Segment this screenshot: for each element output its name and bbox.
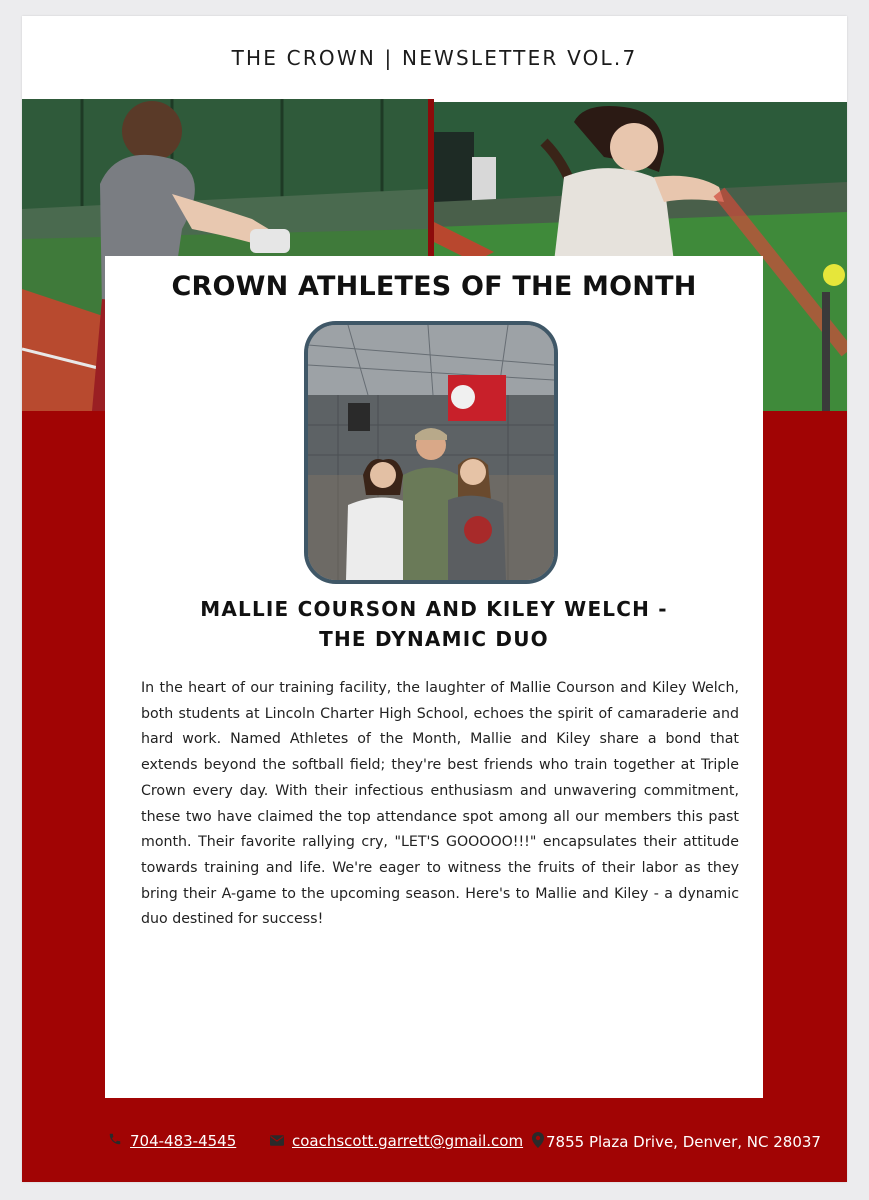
contact-footer: [22, 1124, 847, 1158]
athletes-card: [105, 256, 763, 1098]
newsletter-page: [22, 16, 847, 1182]
article-body: In the heart of our training facility, the laughter of Mallie Courson and Kiley Welch, both students at Lincoln Charter High School, echoes the spirit of camaraderie and hard work. Named Athletes of the Month, Mallie and Kiley share a bond that extends beyond the softball field; they're best friends who train together at Triple Crown every day. With their infectious enthusiasm and unwavering commitment, these two have claimed the top attendance spot among all our members this past month. Their favorite rallying cry, "LET'S GOOOOO!!!" encapsulates their attitude towards training and life. We're eager to witness the fruits of their labor as they bring their A-game to the upcoming season. Here's to Mallie and Kiley - a dynamic duo destined for success!: [141, 680, 739, 928]
location-pin-icon: [532, 1132, 544, 1152]
phone-link[interactable]: 704-483-4545: [130, 1132, 237, 1150]
address-contact: [532, 1132, 821, 1152]
newsletter-title: THE CROWN | NEWSLETTER VOL.7: [231, 46, 638, 70]
subtitle-line-1: MALLIE COURSON AND KILEY WELCH -: [200, 597, 668, 621]
envelope-icon: [270, 1132, 284, 1150]
email-contact: [270, 1132, 523, 1150]
athletes-subtitle: [125, 594, 743, 654]
address-text: 7855 Plaza Drive, Denver, NC 28037: [546, 1133, 821, 1151]
card-title: CROWN ATHLETES OF THE MONTH: [171, 271, 697, 302]
phone-icon: [108, 1132, 122, 1150]
athletes-portrait-photo: [304, 321, 558, 584]
portrait-illustration: [308, 325, 554, 580]
phone-contact: [108, 1132, 236, 1150]
email-link[interactable]: coachscott.garrett@gmail.com: [292, 1132, 524, 1150]
subtitle-line-2: THE DYNAMIC DUO: [319, 627, 549, 651]
